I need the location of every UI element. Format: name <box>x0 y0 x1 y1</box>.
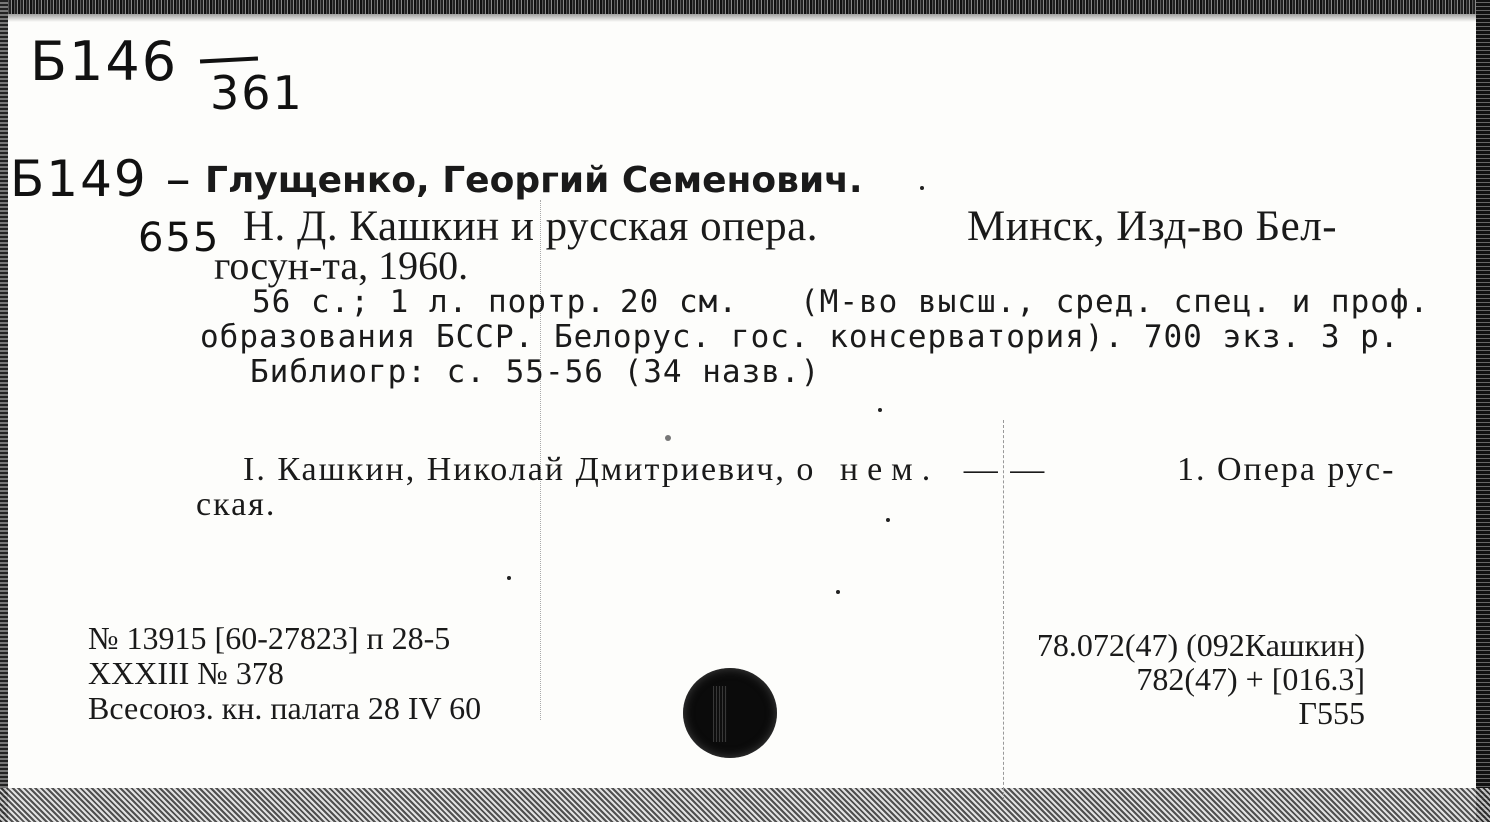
scan-speck <box>878 408 882 412</box>
scan-edge-right <box>1476 0 1490 822</box>
classification-line: Г555 <box>1298 695 1365 731</box>
classification-line: 782(47) + [016.3] <box>1136 661 1365 697</box>
handwritten-mark-2: 361 <box>210 66 304 120</box>
bibliography-note: Библиогр: с. 55-56 (34 назв.) <box>250 354 821 390</box>
collation-pages: 56 с.; 1 л. портр. <box>252 284 606 320</box>
classification-line: 78.072(47) (092Кашкин) <box>1036 627 1365 663</box>
tracing-dashes: — — <box>963 451 1047 488</box>
handwritten-dash <box>200 56 258 63</box>
tracing-personal-spaced: о нем. <box>796 451 940 488</box>
scan-speck <box>507 576 511 580</box>
handwritten-mark-4: 655 <box>138 215 221 261</box>
footer-left-line: XXXIII № 378 <box>88 655 284 691</box>
scan-speck <box>920 186 924 190</box>
scan-speck <box>836 590 840 594</box>
series-statement-2: образования БССР. Белорус. гос. консерватория). 700 экз. 3 р. <box>200 319 1400 355</box>
tracing-personal: I. Кашкин, Николай Дмитриевич, <box>243 451 786 488</box>
scan-edge-left <box>0 0 8 822</box>
tracing-subject-cont: ская. <box>196 486 277 523</box>
footer-right-block <box>1037 628 1365 730</box>
publisher-text: Минск, Изд-во Бел- <box>967 203 1338 250</box>
tracing-line <box>243 451 1396 489</box>
handwritten-mark-3: Б149 – <box>10 150 193 208</box>
footer-left-line: № 13915 [60-27823] п 28-5 <box>88 620 451 656</box>
author-heading: Глущенко, Георгий Семенович. <box>205 160 863 201</box>
handwritten-mark-1: Б146 <box>30 30 179 93</box>
scan-edge-bottom <box>0 788 1490 822</box>
collation-line <box>252 284 1430 320</box>
collation-size: 20 см. <box>620 284 738 320</box>
series-statement-1: (М-во высш., сред. спец. и проф. <box>800 284 1430 320</box>
scan-speck <box>886 518 890 522</box>
footer-left-line: Всесоюз. кн. палата 28 IV 60 <box>88 690 482 726</box>
punch-hole <box>683 668 777 758</box>
scan-edge-top <box>0 0 1490 14</box>
title-text: Н. Д. Кашкин и русская опера. <box>243 203 819 250</box>
footer-left-block <box>88 621 481 726</box>
tracing-subject: 1. Опера рус- <box>1177 451 1396 488</box>
scan-speck <box>665 435 671 441</box>
title-line-2: госун-та, 1960. <box>214 243 469 288</box>
